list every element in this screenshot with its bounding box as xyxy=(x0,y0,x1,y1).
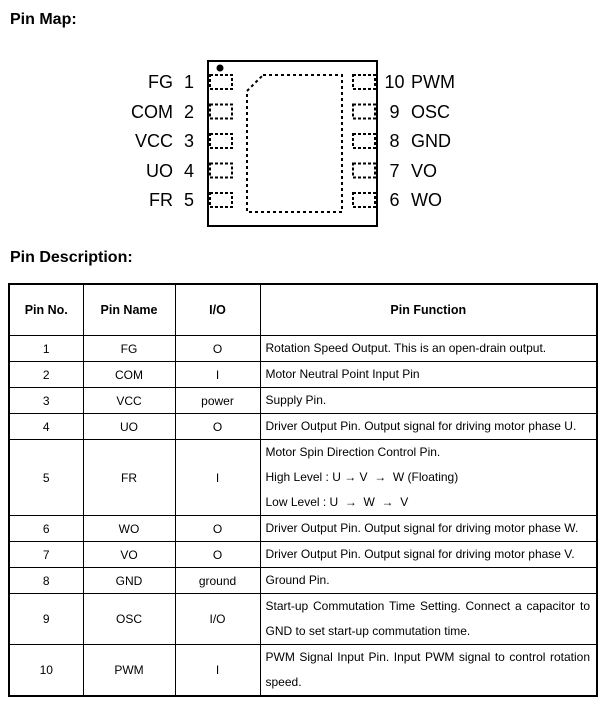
pin-pad-7 xyxy=(353,164,375,178)
cell-pin-no: 9 xyxy=(9,594,83,645)
cell-pin-no: 5 xyxy=(9,440,83,516)
column-header-pin-function: Pin Function xyxy=(260,284,597,336)
function-line: High Level : U → V → W (Floating) xyxy=(265,470,459,484)
table-row xyxy=(9,336,597,362)
function-line: Motor Neutral Point Input Pin xyxy=(265,367,420,381)
function-line: Driver Output Pin. Output signal for driving motor phase U. xyxy=(265,419,577,433)
pin-number: 5 xyxy=(183,190,194,210)
pin-description-table xyxy=(8,283,598,697)
function-line: Ground Pin. xyxy=(265,573,330,587)
pin-pad-5 xyxy=(210,193,232,207)
cell-pin-function xyxy=(260,594,597,645)
pin-pad-4 xyxy=(210,164,232,178)
pin-pad-2 xyxy=(210,105,232,119)
pin-name: FG xyxy=(148,72,173,92)
cell-pin-no: 6 xyxy=(9,516,83,542)
cell-pin-name: FG xyxy=(83,336,175,362)
function-line: GND to set start-up commutation time. xyxy=(265,624,471,638)
table-row xyxy=(9,516,597,542)
cell-pin-io: I xyxy=(175,362,260,388)
pin-name: COM xyxy=(131,101,173,122)
pin-name: WO xyxy=(411,190,442,210)
package-drawing xyxy=(0,40,606,252)
pin-pad-8 xyxy=(353,134,375,148)
pin-label-right xyxy=(384,161,437,181)
cell-pin-no: 7 xyxy=(9,542,83,568)
cell-pin-function xyxy=(260,388,597,414)
exposed-pad xyxy=(247,75,342,212)
cell-pin-io: I xyxy=(175,440,260,516)
table-row xyxy=(9,542,597,568)
pin-pad-10 xyxy=(353,75,375,89)
cell-pin-io: I xyxy=(175,645,260,697)
pin-name: VO xyxy=(411,160,438,181)
pin-label-right xyxy=(384,131,451,151)
cell-pin-name: OSC xyxy=(83,594,175,645)
pin-number: 2 xyxy=(183,101,194,122)
pin-number: 3 xyxy=(183,131,194,151)
pin-label-right xyxy=(384,72,455,92)
column-header-pin-name: Pin Name xyxy=(83,284,175,336)
pin-label-left xyxy=(135,131,196,151)
cell-pin-name: COM xyxy=(83,362,175,388)
pin-name: GND xyxy=(411,131,451,151)
cell-pin-io: ground xyxy=(175,568,260,594)
cell-pin-function xyxy=(260,362,597,388)
cell-pin-io: O xyxy=(175,336,260,362)
table-row xyxy=(9,440,597,516)
table-row xyxy=(9,594,597,645)
table-row xyxy=(9,645,597,697)
function-line: Driver Output Pin. Output signal for driving motor phase V. xyxy=(265,547,575,561)
cell-pin-io: O xyxy=(175,516,260,542)
table-row xyxy=(9,388,597,414)
cell-pin-no: 1 xyxy=(9,336,83,362)
column-header-io: I/O xyxy=(175,284,260,336)
function-line: Start-up Commutation Time Setting. Connect a capacitor to xyxy=(265,599,590,613)
table-row xyxy=(9,362,597,388)
pin-number: 7 xyxy=(389,160,400,181)
cell-pin-function xyxy=(260,414,597,440)
cell-pin-name: VO xyxy=(83,542,175,568)
pin1-indicator-dot xyxy=(217,65,224,72)
cell-pin-no: 2 xyxy=(9,362,83,388)
cell-pin-name: WO xyxy=(83,516,175,542)
table-header-row xyxy=(9,284,597,336)
pin-number: 9 xyxy=(389,101,400,122)
cell-pin-function xyxy=(260,516,597,542)
pin-number: 6 xyxy=(389,190,400,210)
table-row xyxy=(9,414,597,440)
pin-label-left xyxy=(146,161,196,181)
pin-number: 10 xyxy=(384,72,405,92)
pin-name: OSC xyxy=(411,101,451,122)
function-line: Supply Pin. xyxy=(265,393,327,407)
function-line: Low Level : U → W → V xyxy=(265,495,409,509)
pin-number: 8 xyxy=(389,131,400,151)
table-row xyxy=(9,568,597,594)
pin-number: 4 xyxy=(183,160,194,181)
pin-name: UO xyxy=(146,160,173,181)
cell-pin-function xyxy=(260,645,597,697)
pin-name: FR xyxy=(149,190,173,210)
cell-pin-function xyxy=(260,542,597,568)
pin-label-left xyxy=(131,102,196,122)
function-line: Motor Spin Direction Control Pin. xyxy=(265,445,441,459)
cell-pin-name: FR xyxy=(83,440,175,516)
cell-pin-io: I/O xyxy=(175,594,260,645)
cell-pin-no: 4 xyxy=(9,414,83,440)
pin-number: 1 xyxy=(183,72,194,92)
pin-pad-6 xyxy=(353,193,375,207)
cell-pin-function xyxy=(260,336,597,362)
function-line: PWM Signal Input Pin. Input PWM signal to control rotation xyxy=(265,650,590,664)
pin-description-title: Pin Description: xyxy=(10,249,133,266)
cell-pin-function xyxy=(260,568,597,594)
pin-label-right xyxy=(384,102,450,122)
cell-pin-function xyxy=(260,440,597,516)
function-line: speed. xyxy=(265,675,302,689)
pin-map-title: Pin Map: xyxy=(10,11,77,28)
pin-label-left xyxy=(148,72,196,92)
package-outline xyxy=(208,61,377,226)
cell-pin-name: PWM xyxy=(83,645,175,697)
pin-label-right xyxy=(384,190,442,210)
function-line: Rotation Speed Output. This is an open-drain output. xyxy=(265,341,547,355)
pin-label-left xyxy=(149,190,196,210)
cell-pin-io: power xyxy=(175,388,260,414)
column-header-pin-no: Pin No. xyxy=(9,284,83,336)
cell-pin-io: O xyxy=(175,414,260,440)
pin-pad-9 xyxy=(353,105,375,119)
cell-pin-no: 3 xyxy=(9,388,83,414)
pin-pad-1 xyxy=(210,75,232,89)
pin-map-diagram xyxy=(0,40,606,252)
cell-pin-name: GND xyxy=(83,568,175,594)
function-line: Driver Output Pin. Output signal for driving motor phase W. xyxy=(265,521,579,535)
cell-pin-no: 8 xyxy=(9,568,83,594)
pin-name: VCC xyxy=(134,131,173,151)
cell-pin-name: VCC xyxy=(83,388,175,414)
cell-pin-no: 10 xyxy=(9,645,83,697)
pin-name: PWM xyxy=(411,72,455,92)
pin-pad-3 xyxy=(210,134,232,148)
cell-pin-io: O xyxy=(175,542,260,568)
cell-pin-name: UO xyxy=(83,414,175,440)
